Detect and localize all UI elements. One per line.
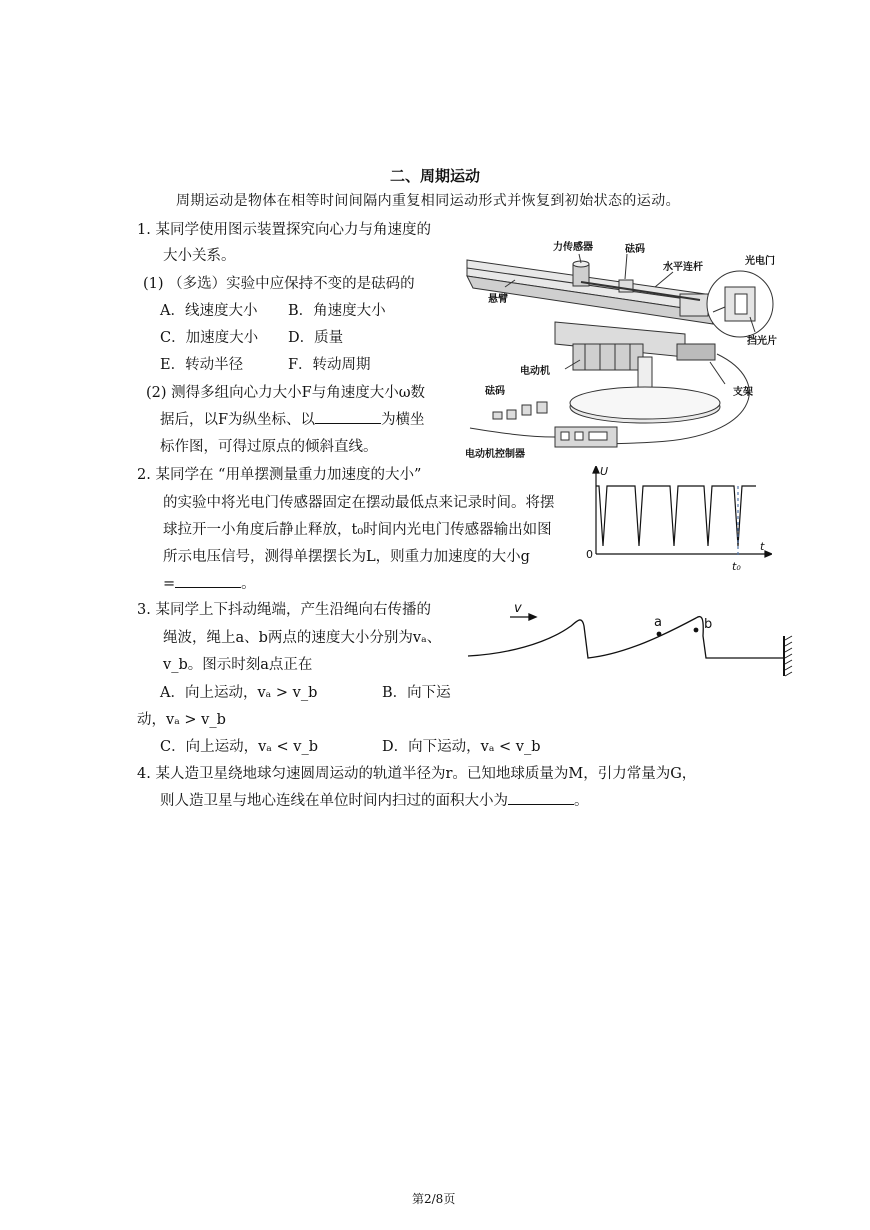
label-weight-top: 砝码	[625, 244, 645, 255]
q1-option-b: B．角速度大小	[288, 303, 386, 319]
q2-line5	[163, 572, 256, 593]
q1-option-a: A．线速度大小	[160, 303, 258, 319]
label-photogate: 光电门	[745, 256, 775, 267]
section-title: 二、周期运动	[390, 167, 481, 185]
q1-option-d: D．质量	[288, 330, 344, 346]
q1-sub2-line2	[160, 408, 425, 429]
q2-period: 。	[241, 576, 256, 592]
q3-line3: v_b。图示时刻a点正在	[163, 657, 313, 673]
answer-blank	[508, 790, 574, 805]
q2-line4: 所示电压信号，测得单摆摆长为L，则重力加速度的大小g	[163, 549, 530, 565]
answer-blank	[175, 573, 241, 588]
answer-blank	[315, 409, 381, 424]
q3-option-a: A．向上运动，vₐ > v_b	[160, 685, 318, 701]
point-b	[694, 628, 699, 633]
q1-sub1: (1) （多选）实验中应保持不变的是砝码的	[143, 276, 415, 292]
voltage-signal	[596, 486, 756, 546]
graph-origin: 0	[586, 548, 593, 561]
rope-wave	[468, 617, 784, 658]
point-a-label: a	[654, 615, 662, 630]
graph-t0: t₀	[732, 560, 741, 573]
point-a	[657, 632, 662, 637]
section-intro: 周期运动是物体在相等时间间隔内重复相同运动形式并恢复到初始状态的运动。	[176, 193, 680, 209]
q1-sub2-line1: (2) 测得多组向心力大小F与角速度大小ω数	[146, 385, 426, 401]
q3-option-d: D．向下运动，vₐ < v_b	[382, 739, 541, 755]
rope-wave-figure	[466, 596, 802, 680]
page-number: 第2/8页	[412, 1192, 456, 1206]
graph-x-label: t	[760, 540, 765, 553]
q1-stem-line1: 1. 某同学使用图示装置探究向心力与角速度的	[137, 222, 431, 238]
label-cantilever: 悬臂	[488, 294, 508, 305]
q3-option-b: B．向下运	[382, 685, 451, 701]
label-force-sensor: 力传感器	[553, 242, 593, 253]
q4-text: 则人造卫星与地心连线在单位时间内扫过的面积大小为	[160, 793, 508, 809]
q3-line2: 绳波，绳上a、b两点的速度大小分别为vₐ、	[163, 630, 442, 646]
q1-sub2-text-a: 据后，以F为纵坐标、以	[160, 412, 316, 428]
point-b-label: b	[704, 617, 713, 632]
q1-option-e: E．转动半径	[160, 357, 244, 373]
label-motor: 电动机	[520, 366, 550, 377]
label-controller: 电动机控制器	[465, 449, 525, 460]
q4-line1: 4. 某人造卫星绕地球匀速圆周运动的轨道半径为r。已知地球质量为M，引力常量为G，	[137, 766, 697, 782]
q1-option-c: C．加速度大小	[160, 330, 259, 346]
q1-sub2-line3: 标作图，可得过原点的倾斜直线。	[160, 439, 378, 455]
q1-sub2-text-b: 为横坐	[381, 412, 425, 428]
q1-stem-line2: 大小关系。	[163, 248, 236, 264]
q2-line2: 的实验中将光电门传感器固定在摆动最低点来记录时间。将摆	[163, 495, 555, 511]
graph-y-label: U	[600, 466, 609, 478]
label-shutter: 挡光片	[747, 336, 777, 347]
voltage-graph	[582, 466, 772, 576]
q3-line1: 3. 某同学上下抖动绳端，产生沿绳向右传播的	[137, 602, 431, 618]
q2-equals: =	[163, 576, 176, 592]
q4-period: 。	[574, 793, 589, 809]
q1-option-f: F．转动周期	[288, 357, 371, 373]
q2-line1: 2. 某同学在 “用单摆测量重力加速度的大小”	[137, 467, 422, 483]
q2-line3: 球拉开一小角度后静止释放，t₀时间内光电门传感器输出如图	[163, 522, 552, 538]
q4-line2	[160, 789, 589, 810]
q3-option-b-cont: 动，vₐ > v_b	[137, 712, 226, 728]
q3-option-c: C．向上运动，vₐ < v_b	[160, 739, 318, 755]
wave-velocity-label: v	[514, 601, 522, 616]
label-horizontal-rod: 水平连杆	[663, 262, 703, 273]
label-stand: 支架	[733, 387, 753, 398]
label-weights-left: 砝码	[485, 386, 505, 397]
apparatus-figure	[455, 232, 795, 464]
